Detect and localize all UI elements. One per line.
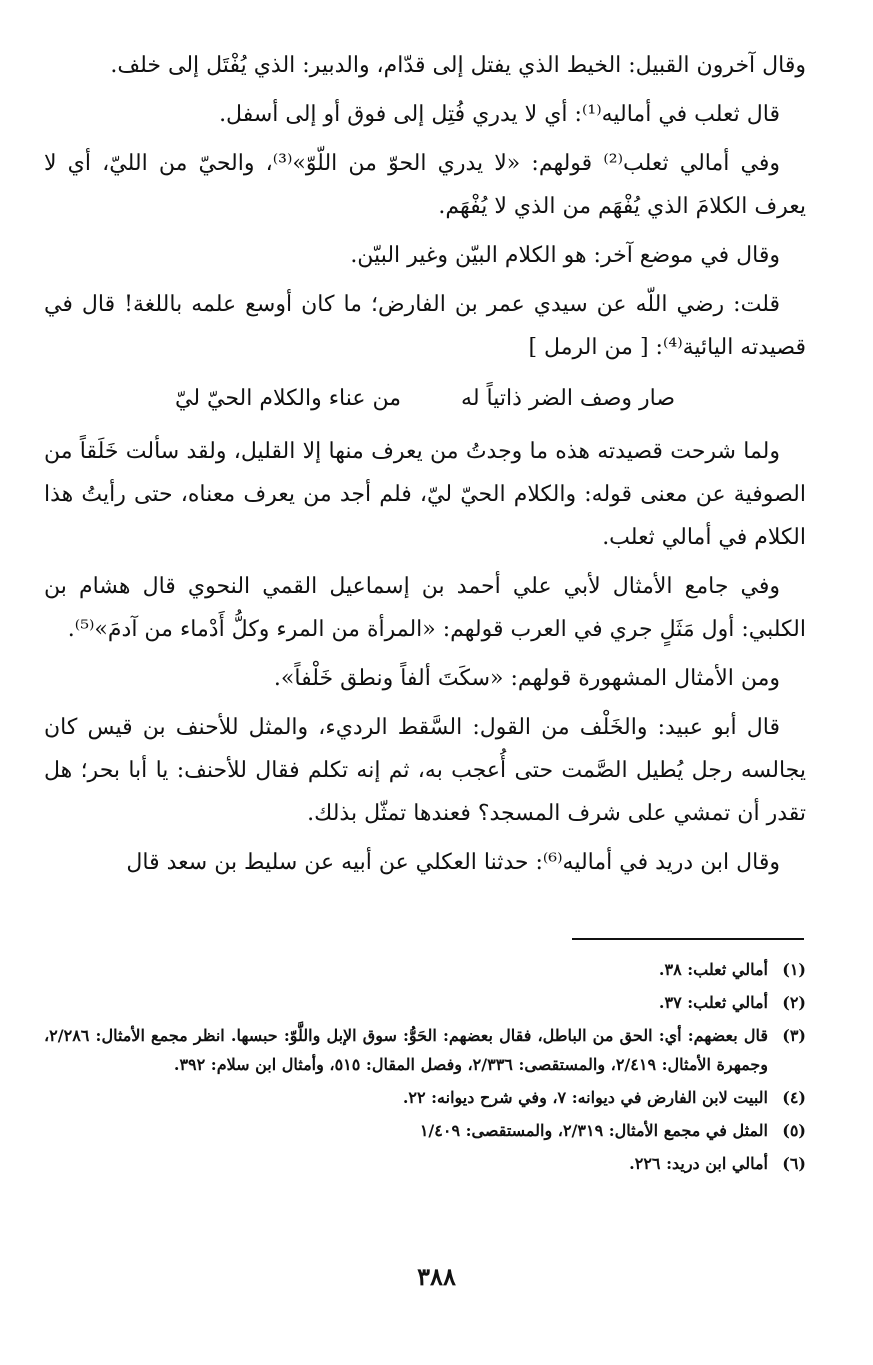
verse-right-hemistich: صار وصف الضر ذاتياً له	[461, 386, 676, 411]
page-number: ٣٨٨	[417, 1262, 456, 1291]
footnote-text: أمالي ثعلب: ٣٨.	[658, 960, 768, 979]
paragraph-2: قال ثعلب في أماليه⁽¹⁾: أي لا يدري فُتِل إلى فوق أو إلى أسفل.	[219, 102, 780, 127]
footnote-number: (٢)	[782, 993, 806, 1012]
paragraph-8: ومن الأمثال المشهورة قولهم: «سكَتَ ألفاً ونطق خَلْفاً».	[273, 666, 780, 691]
footnote-text: المثل في مجمع الأمثال: ٢/٣١٩، والمستقصى: ١/٤٠٩	[419, 1121, 768, 1140]
footnote-text: البيت لابن الفارض في ديوانه: ٧، وفي شرح ديوانه: ٢٢.	[402, 1088, 768, 1107]
footnote-separator	[572, 938, 804, 940]
paragraph-5: قلت: رضي اللّه عن سيدي عمر بن الفارض؛ ما كان أوسع علمه باللغة! قال في قصيدته اليائية⁽⁴⁾: [ من الرمل ]	[44, 292, 806, 360]
footnote-text: أمالي ابن دريد: ٢٢٦.	[629, 1154, 768, 1173]
paragraph-4: وقال في موضع آخر: هو الكلام البيّن وغير البيّن.	[350, 243, 780, 268]
paragraph-9: قال أبو عبيد: والخَلْف من القول: السَّقط الرديء، والمثل للأحنف بن قيس كان يجالسه رجل يُطيل الصَّمت حتى أُعجب به، ثم إنه تكلم فقال للأحنف: يا أبا بحر؛ هل تقدر أن تمشي على شرف المسجد؟ فعندها تمثّل بذلك.	[44, 715, 806, 826]
footnote-number: (٤)	[782, 1088, 806, 1107]
footnote-number: (٣)	[782, 1026, 806, 1045]
footnote-3	[44, 1021, 806, 1079]
paragraph-7: وفي جامع الأمثال لأبي علي أحمد بن إسماعيل القمي النحوي قال هشام بن الكلبي: أول مَثَلٍ جري في العرب قولهم: «المرأة من المرء وكلُّ أَدْماء من آدمَ»⁽⁵⁾.	[44, 574, 806, 642]
paragraph-6: ولما شرحت قصيدته هذه ما وجدتُ من يعرف منها إلا القليل، ولقد سألت خَلَقاً من الصوفية عن معنى قوله: والكلام الحيّ ليّ، فلم أجد من يعرف معناه، حتى رأيتُ هذا الكلام في أمالي ثعلب.	[44, 439, 806, 550]
footnote-number: (٥)	[782, 1121, 806, 1140]
paragraph-1: وقال آخرون القبيل: الخيط الذي يفتل إلى قدّام، والدبير: الذي يُفْتَل إلى خلف.	[110, 53, 806, 78]
poetry-verse	[44, 377, 806, 420]
verse-left-hemistich: من عناء والكلام الحيّ ليّ	[174, 386, 402, 411]
footnote-number: (٦)	[782, 1154, 806, 1173]
footnote-text: قال بعضهم: أي: الحق من الباطل، فقال بعضهم: الحَوُّ: سوق الإبل واللَّوّ: حبسها. انظر مجمع الأمثال: ٢/٢٨٦، وجمهرة الأمثال: ٢/٤١٩، والمستقصى: ٢/٣٣٦، وفصل المقال: ٥١٥، وأمثال ابن سلام: ٣٩٢.	[44, 1026, 768, 1074]
main-text	[44, 44, 806, 890]
footnote-6	[44, 1149, 806, 1178]
footnote-4	[44, 1083, 806, 1112]
footnotes	[44, 955, 806, 1182]
paragraph-10: وقال ابن دريد في أماليه⁽⁶⁾: حدثنا العكلي عن أبيه عن سليط بن سعد قال	[126, 850, 780, 875]
footnote-number: (١)	[782, 960, 806, 979]
footnote-2	[44, 988, 806, 1017]
paragraph-3: وفي أمالي ثعلب⁽²⁾ قولهم: «لا يدري الحوّ من اللّوّ»⁽³⁾، والحيّ من الليّ، أي لا يعرف الكلامَ الذي يُفْهَم من الذي لا يُفْهَم.	[44, 151, 806, 219]
footnote-5	[44, 1116, 806, 1145]
footnote-text: أمالي ثعلب: ٣٧.	[658, 993, 768, 1012]
footnote-1	[44, 955, 806, 984]
